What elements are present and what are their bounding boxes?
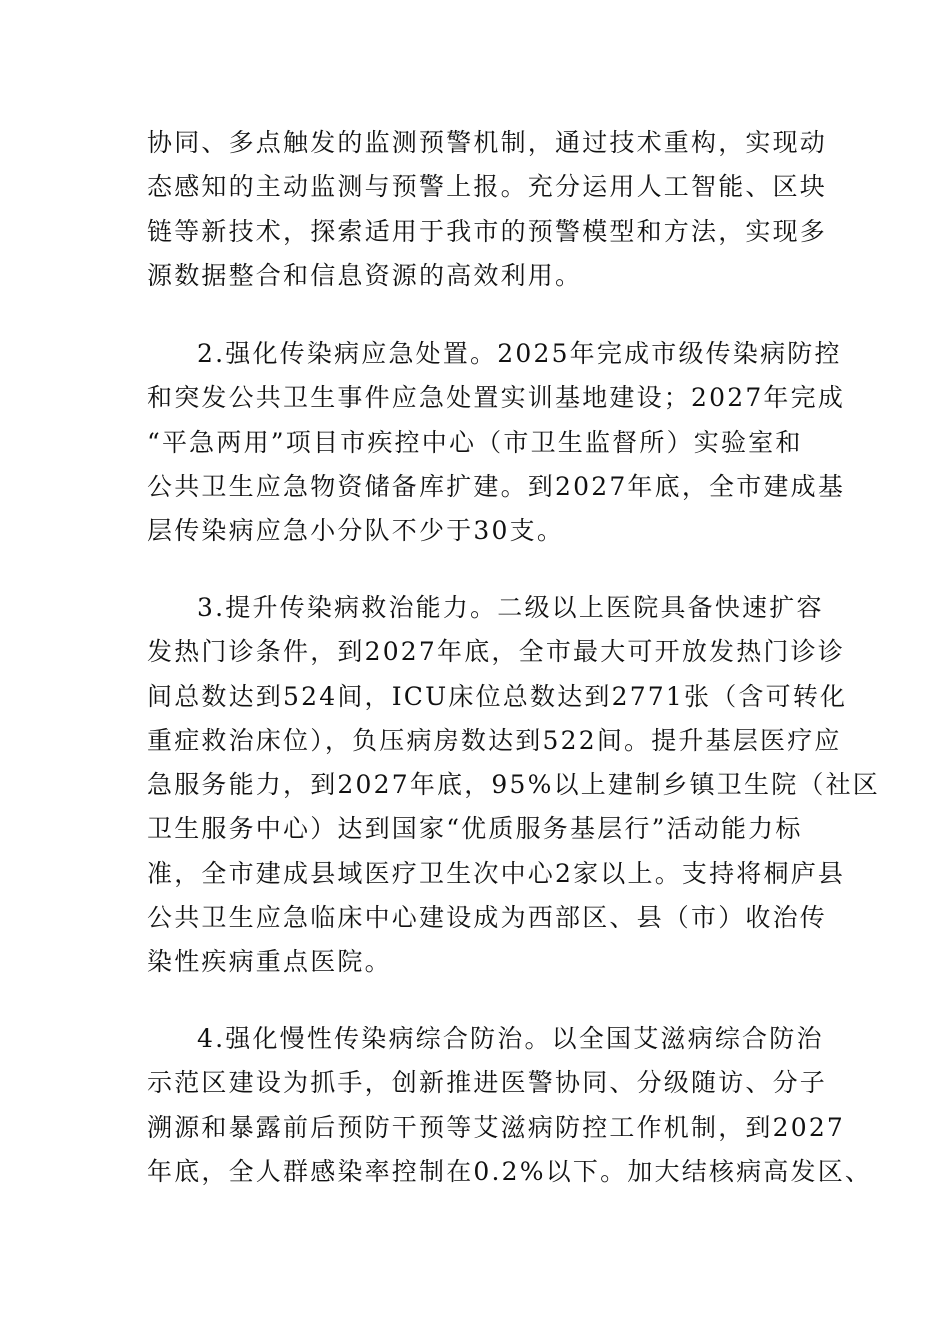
paragraph-line: 急服务能力，到2027年底，95%以上建制乡镇卫生院（社区 — [147, 770, 880, 800]
paragraph-line: 态感知的主动监测与预警上报。充分运用人工智能、区块 — [147, 172, 828, 202]
paragraph-chronic-disease — [147, 1017, 873, 1194]
paragraph-monitoring-warning — [147, 121, 828, 298]
paragraph-line: 准，全市建成县域医疗卫生次中心2家以上。支持将桐庐县 — [147, 858, 846, 888]
paragraph-line: “平急两用”项目市疾控中心（市卫生监督所）实验室和 — [147, 427, 803, 457]
paragraph-line: 源数据整合和信息资源的高效利用。 — [147, 260, 583, 290]
paragraph-emergency-response — [147, 332, 846, 553]
paragraph-line: 2.强化传染病应急处置。2025年完成市级传染病防控 — [197, 339, 842, 368]
paragraph-line: 层传染病应急小分队不少于30支。 — [147, 516, 565, 546]
paragraph-line: 协同、多点触发的监测预警机制，通过技术重构，实现动 — [147, 128, 828, 157]
paragraph-line: 3.提升传染病救治能力。二级以上医院具备快速扩容 — [197, 593, 824, 622]
paragraph-line: 和突发公共卫生事件应急处置实训基地建设；2027年完成 — [147, 383, 846, 413]
paragraph-line: 链等新技术，探索适用于我市的预警模型和方法，实现多 — [147, 216, 828, 246]
paragraph-line: 染性疾病重点医院。 — [147, 947, 392, 977]
paragraph-line: 示范区建设为抓手，创新推进医警协同、分级随访、分子 — [147, 1068, 828, 1098]
paragraph-line: 重症救治床位），负压病房数达到522间。提升基层医疗应 — [147, 725, 842, 755]
paragraph-line: 年底，全人群感染率控制在0.2%以下。加大结核病高发区、 — [147, 1156, 873, 1186]
paragraph-line: 公共卫生应急临床中心建设成为西部区、县（市）收治传 — [147, 903, 828, 933]
paragraph-line: 间总数达到524间，ICU床位总数达到2771张（含可转化 — [147, 681, 848, 711]
paragraph-line: 卫生服务中心）达到国家“优质服务基层行”活动能力标 — [147, 814, 803, 844]
paragraph-line: 溯源和暴露前后预防干预等艾滋病防控工作机制，到2027 — [147, 1112, 846, 1142]
paragraph-line: 4.强化慢性传染病综合防治。以全国艾滋病综合防治 — [197, 1024, 824, 1053]
paragraph-line: 发热门诊条件，到2027年底，全市最大可开放发热门诊诊 — [147, 637, 846, 667]
paragraph-treatment-capacity — [147, 586, 880, 985]
paragraph-line: 公共卫生应急物资储备库扩建。到2027年底，全市建成基 — [147, 471, 846, 501]
